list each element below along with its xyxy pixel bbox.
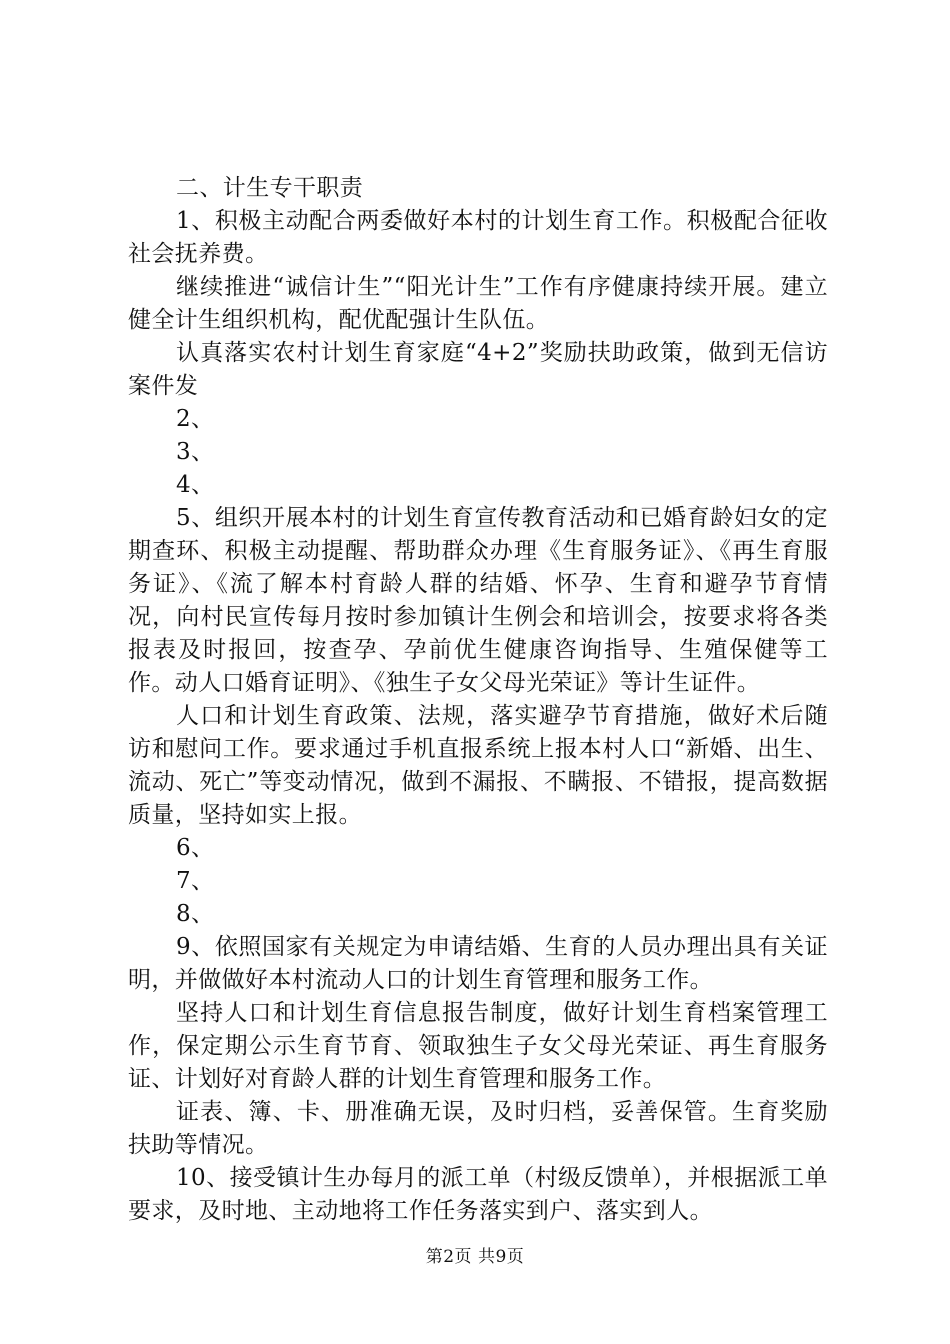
- paragraph: 认真落实农村计划生育家庭“4+2”奖励扶助政策，做到无信访案件发: [128, 340, 828, 399]
- paragraph: 继续推进“诚信计生”“阳光计生”工作有序健康持续开展。建立健全计生组织机构，配优配强计生队伍。: [128, 274, 828, 333]
- paragraph: 人口和计划生育政策、法规，落实避孕节育措施，做好术后随访和慰问工作。要求通过手机直报系统上报本村人口“新婚、出生、流动、死亡”等变动情况，做到不漏报、不瞒报、不错报，提高数据质量，坚持如实上报。: [128, 703, 828, 828]
- list-number: 2、: [176, 406, 215, 432]
- list-number: 6、: [176, 835, 215, 861]
- list-number: 8、: [176, 901, 215, 927]
- paragraph: 10、接受镇计生办每月的派工单（村级反馈单），并根据派工单要求，及时地、主动地将工作任务落实到户、落实到人。: [128, 1165, 828, 1224]
- paragraph: 5、组织开展本村的计划生育宣传教育活动和已婚育龄妇女的定期查环、积极主动提醒、帮助群众办理《生育服务证》、《再生育服务证》、《流了解本村育龄人群的结婚、怀孕、生育和避孕节育情况，向村民宣传每月按时参加镇计生例会和培训会，按要求将各类报表及时报回，按查孕、孕前优生健康咨询指导、生殖保健等工作。动人口婚育证明》、《独生子女父母光荣证》等计生证件。: [128, 505, 828, 696]
- paragraph: 9、依照国家有关规定为申请结婚、生育的人员办理出具有关证明，并做做好本村流动人口的计划生育管理和服务工作。: [128, 934, 828, 993]
- paragraph: 证表、簿、卡、册准确无误，及时归档，妥善保管。生育奖励扶助等情况。: [128, 1099, 828, 1158]
- paragraph: 坚持人口和计划生育信息报告制度，做好计划生育档案管理工作，保定期公示生育节育、领取独生子女父母光荣证、再生育服务证、计划好对育龄人群的计划生育管理和服务工作。: [128, 1000, 828, 1092]
- paragraph: 1、积极主动配合两委做好本村的计划生育工作。积极配合征收社会抚养费。: [128, 208, 828, 267]
- list-number: 7、: [176, 868, 215, 894]
- document-body: [128, 172, 828, 1228]
- section-heading: 二、计生专干职责: [176, 175, 364, 201]
- page-number-label: 第2页 共9页: [425, 1247, 525, 1267]
- list-number: 4、: [176, 472, 215, 498]
- page-footer: [0, 1242, 950, 1267]
- list-number: 3、: [176, 439, 215, 465]
